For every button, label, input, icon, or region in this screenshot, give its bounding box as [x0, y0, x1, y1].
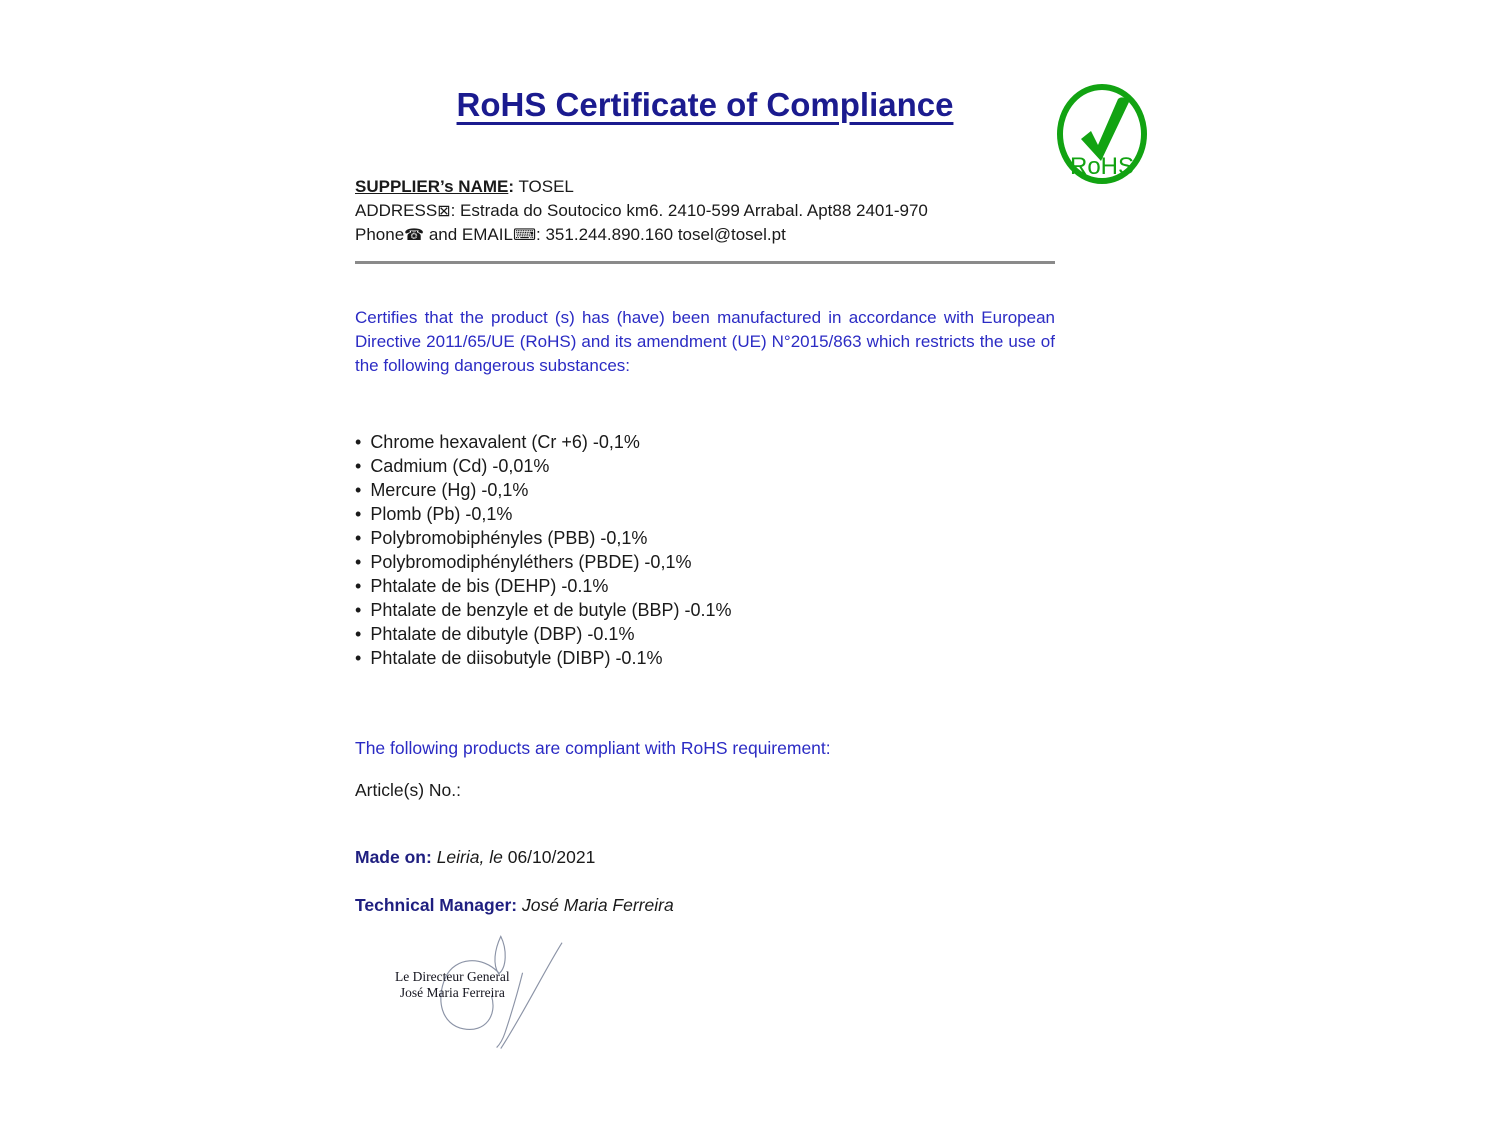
supplier-name-value: TOSEL — [518, 177, 574, 196]
envelope-icon: ⊠ — [437, 201, 451, 220]
made-on-label: Made on: — [355, 847, 432, 867]
list-item: • Chrome hexavalent (Cr +6) -0,1% — [355, 430, 1055, 454]
signature-stroke — [501, 943, 562, 1049]
phone-icon: ☎ — [404, 225, 425, 244]
articles-label: Article(s) No.: — [355, 780, 461, 800]
list-item: • Polybromodiphényléthers (PBDE) -0,1% — [355, 550, 1055, 574]
contact-value: : 351.244.890.160 tosel@tosel.pt — [536, 225, 786, 244]
stamp-line1: Le Directeur General — [395, 969, 510, 984]
phone-label: Phone — [355, 225, 405, 244]
stamp-line2: José Maria Ferreira — [399, 985, 505, 1000]
certifies-paragraph: Certifies that the product (s) has (have) been manufactured in accordance with European Directive 2011/65/UE (RoHS) and its amendment (UE) N°2015/863 which restricts the use of the following dangerous substances: — [355, 308, 1055, 375]
technical-manager-line — [355, 893, 1055, 917]
supplier-name-label: SUPPLIER’s NAME — [355, 177, 509, 196]
list-item: • Phtalate de diisobutyle (DIBP) -0.1% — [355, 646, 1055, 670]
keyboard-icon: ⌨ — [512, 225, 537, 244]
supplier-name-colon: : — [508, 177, 515, 196]
technical-manager-label: Technical Manager: — [355, 895, 518, 915]
signature-area — [357, 925, 657, 1060]
list-item: • Phtalate de bis (DEHP) -0.1% — [355, 574, 1055, 598]
made-on-place: Leiria, le — [436, 847, 503, 867]
address-label: ADDRESS — [355, 201, 438, 220]
made-on-date: 06/10/2021 — [507, 847, 596, 867]
supplier-contact-line — [355, 223, 1055, 247]
stamp-text — [395, 969, 510, 1001]
page-title: RoHS Certificate of Compliance — [456, 86, 954, 123]
divider-rule — [355, 261, 1055, 264]
list-item: • Plomb (Pb) -0,1% — [355, 502, 1055, 526]
list-item: • Mercure (Hg) -0,1% — [355, 478, 1055, 502]
check-icon — [1081, 97, 1129, 161]
made-on-line — [355, 845, 1055, 869]
substances-list — [355, 430, 1055, 670]
rohs-logo — [1055, 82, 1149, 186]
address-value: : Estrada do Soutocico km6. 2410-599 Arrabal. Apt88 2401-970 — [450, 201, 928, 220]
supplier-address-line — [355, 199, 1055, 223]
technical-manager-name: José Maria Ferreira — [521, 895, 674, 915]
document-content — [355, 0, 1055, 1060]
list-item: • Cadmium (Cd) -0,01% — [355, 454, 1055, 478]
compliance-statement: The following products are compliant with RoHS requirement: — [355, 738, 831, 758]
rohs-logo-text: RoHS — [1069, 153, 1135, 180]
list-item: • Phtalate de benzyle et de butyle (BBP) -0.1% — [355, 598, 1055, 622]
supplier-block — [355, 175, 1055, 247]
rohs-logo-graphic — [1055, 82, 1149, 186]
supplier-name-line — [355, 175, 1055, 199]
list-item: • Phtalate de dibutyle (DBP) -0.1% — [355, 622, 1055, 646]
email-label: and EMAIL — [424, 225, 513, 244]
list-item: • Polybromobiphényles (PBB) -0,1% — [355, 526, 1055, 550]
